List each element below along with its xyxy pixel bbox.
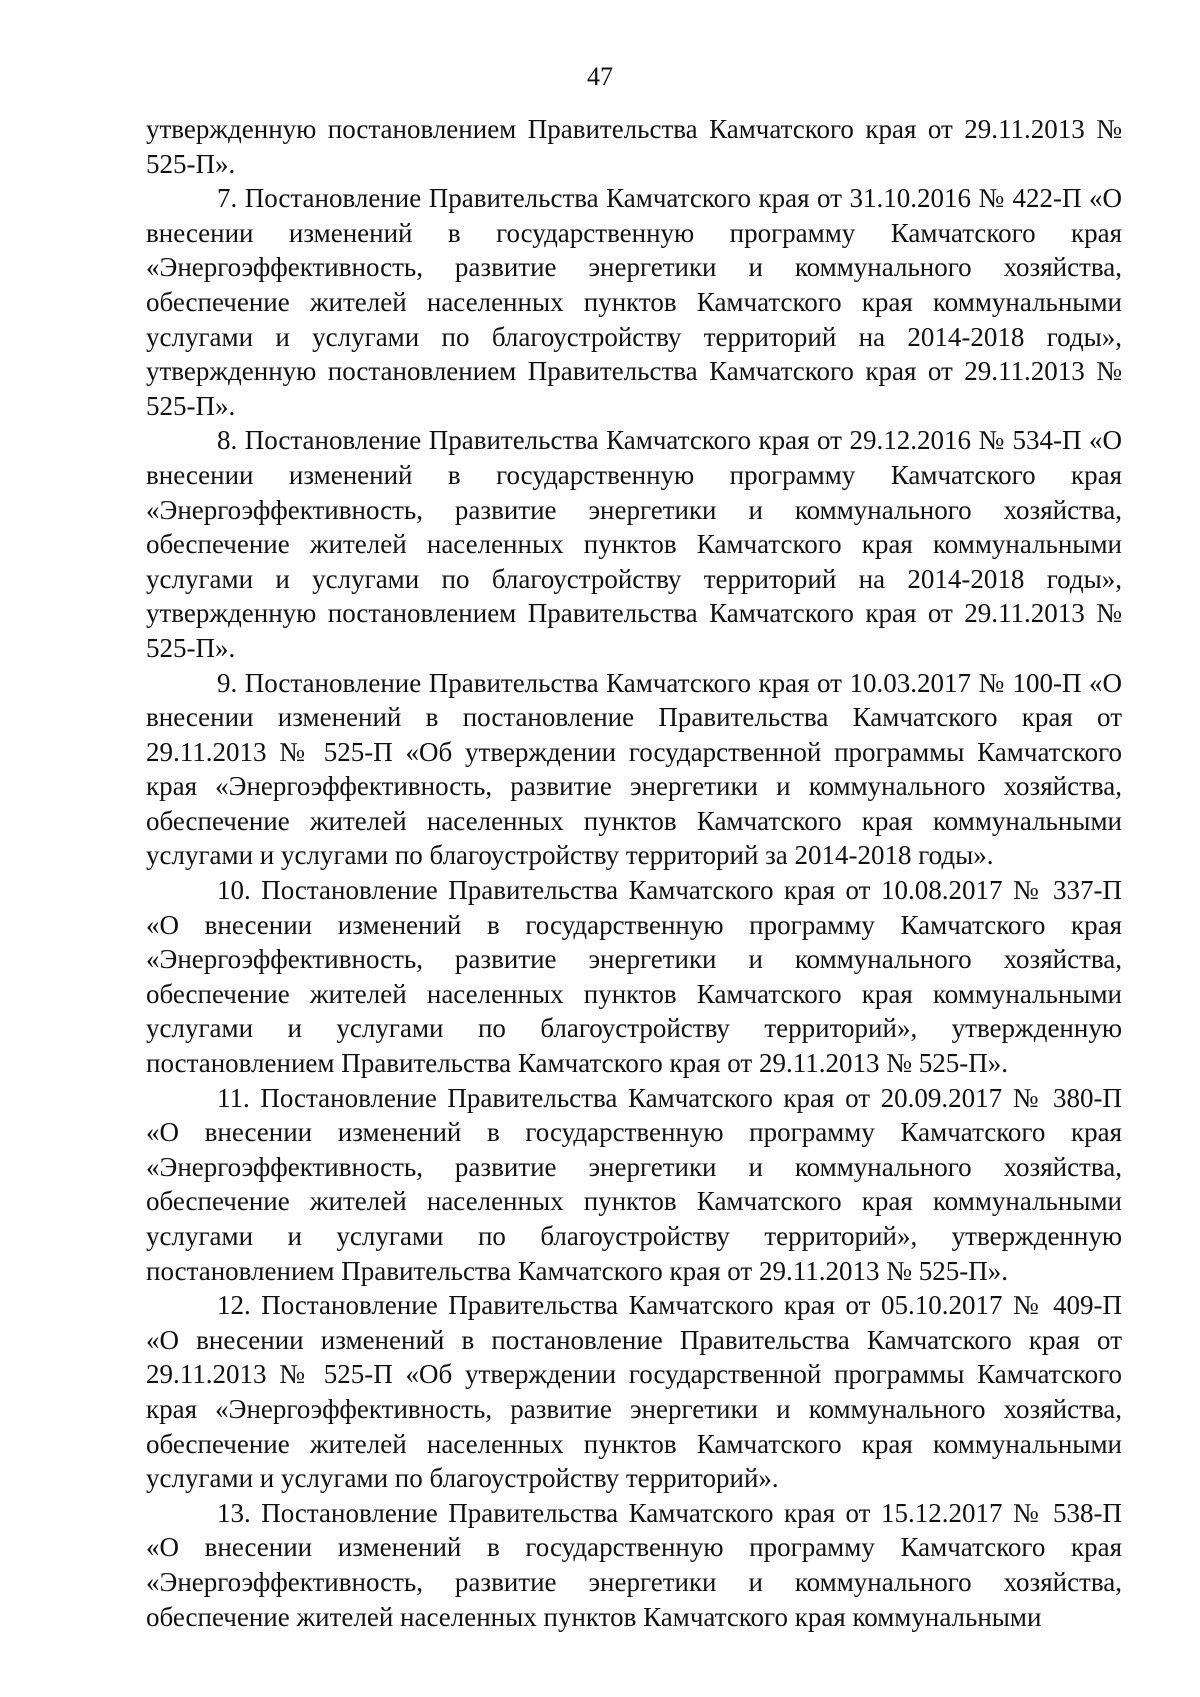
list-item-7: 7. Постановление Правительства Камчатского края от 31.10.2016 № 422-П «О внесении изменений в государственную программу Камчатского края «Энергоэффективность, развитие энергетики и коммунального хозяйства, обеспечение жителей населенных пунктов Камчатского края коммунальными услугами и услугами по благоустройству территорий на 2014-2018 годы», утвержденную постановлением Правительства Камчатского края от 29.11.2013 № 525-П». xyxy=(146,183,1122,421)
list-item-13: 13. Постановление Правительства Камчатского края от 15.12.2017 № 538-П «О внесении изменений в государственную программу Камчатского края «Энергоэффективность, развитие энергетики и коммунального хозяйства, обеспечение жителей населенных пунктов Камчатского края коммунальными xyxy=(146,1497,1122,1632)
list-item-12: 12. Постановление Правительства Камчатского края от 05.10.2017 № 409-П «О внесении изменений в постановление Правительства Камчатского края от 29.11.2013 № 525-П «Об утверждении государственной программы Камчатского края «Энергоэффективность, развитие энергетики и коммунального хозяйства, обеспечение жителей населенных пунктов Камчатского края коммунальными услугами и услугами по благоустройству территорий». xyxy=(146,1290,1122,1494)
document-body xyxy=(146,112,1122,1634)
list-item-9: 9. Постановление Правительства Камчатского края от 10.03.2017 № 100-П «О внесении изменений в постановление Правительства Камчатского края от 29.11.2013 № 525-П «Об утверждении государственной программы Камчатского края «Энергоэффективность, развитие энергетики и коммунального хозяйства, обеспечение жителей населенных пунктов Камчатского края коммунальными услугами и услугами по благоустройству территорий за 2014-2018 годы». xyxy=(146,667,1122,871)
list-item-10: 10. Постановление Правительства Камчатского края от 10.08.2017 № 337-П «О внесении изменений в государственную программу Камчатского края «Энергоэффективность, развитие энергетики и коммунального хозяйства, обеспечение жителей населенных пунктов Камчатского края коммунальными услугами и услугами по благоустройству территорий», утвержденную постановлением Правительства Камчатского края от 29.11.2013 № 525-П». xyxy=(146,875,1122,1079)
page-number: 47 xyxy=(587,62,613,91)
list-item-8: 8. Постановление Правительства Камчатского края от 29.12.2016 № 534-П «О внесении изменений в государственную программу Камчатского края «Энергоэффективность, развитие энергетики и коммунального хозяйства, обеспечение жителей населенных пунктов Камчатского края коммунальными услугами и услугами по благоустройству территорий на 2014-2018 годы», утвержденную постановлением Правительства Камчатского края от 29.11.2013 № 525-П». xyxy=(146,425,1122,663)
paragraph-continuation: утвержденную постановлением Правительства Камчатского края от 29.11.2013 № 525-П». xyxy=(146,114,1122,179)
list-item-11: 11. Постановление Правительства Камчатского края от 20.09.2017 № 380-П «О внесении изменений в государственную программу Камчатского края «Энергоэффективность, развитие энергетики и коммунального хозяйства, обеспечение жителей населенных пунктов Камчатского края коммунальными услугами и услугами по благоустройству территорий», утвержденную постановлением Правительства Камчатского края от 29.11.2013 № 525-П». xyxy=(146,1082,1122,1286)
